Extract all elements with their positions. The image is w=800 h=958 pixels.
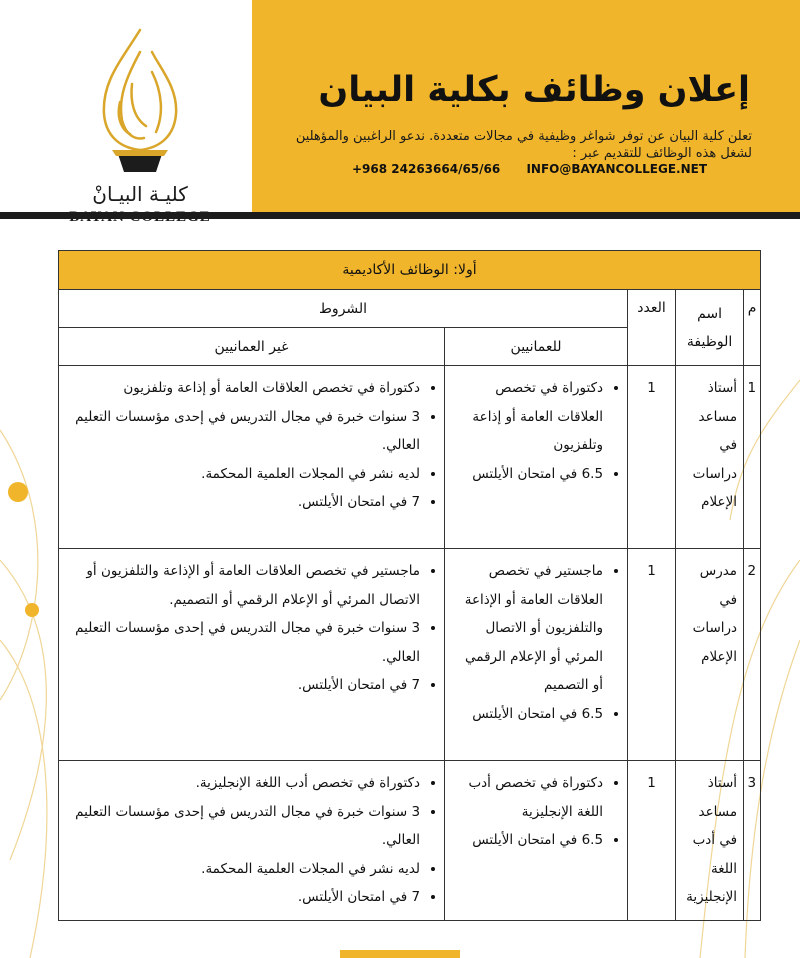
non-omani-conditions	[59, 761, 445, 921]
omani-conditions	[445, 549, 628, 761]
condition-item: • 3 سنوات خبرة في مجال التدريس في إحدى مؤسسات التعليم العالي.	[65, 403, 420, 460]
footer-tab	[340, 950, 460, 958]
job-count: 1	[628, 761, 676, 921]
condition-item: • 7 في امتحان الأيلتس.	[65, 883, 420, 912]
omani-conditions	[445, 366, 628, 549]
job-title: مدرس في دراسات الإعلام	[676, 549, 744, 761]
condition-item: • دكتوراة في تخصص العلاقات العامة أو إذاعة وتلفزيون	[451, 374, 603, 460]
condition-item: • 7 في امتحان الأيلتس.	[65, 488, 420, 517]
condition-item: • 3 سنوات خبرة في مجال التدريس في إحدى مؤسسات التعليم العالي.	[65, 798, 420, 855]
page-title: إعلان وظائف بكلية البيان	[318, 70, 750, 110]
contact-email: INFO@BAYANCOLLEGE.NET	[526, 162, 708, 176]
condition-item: • 3 سنوات خبرة في مجال التدريس في إحدى مؤسسات التعليم العالي.	[65, 614, 420, 671]
logo-english-text: BAYAN COLLEGE	[69, 209, 211, 225]
condition-item: • 6.5 في امتحان الأيلتس	[451, 826, 603, 855]
condition-item: • ماجستير في تخصص العلاقات العامة أو الإذاعة والتلفزيون أو الاتصال المرئي أو الإعلام الرقمي أو التصميم	[451, 557, 603, 700]
table-row	[59, 549, 761, 761]
header-index: م	[744, 290, 761, 366]
row-index: 3	[744, 761, 761, 921]
header-non-omani: غير العمانيين	[59, 328, 445, 366]
condition-item: • ماجستير في تخصص العلاقات العامة أو الإذاعة والتلفزيون أو الاتصال المرئي أو الإعلام الرقمي أو التصميم.	[65, 557, 420, 614]
omani-conditions	[445, 761, 628, 921]
condition-item: • 7 في امتحان الأيلتس.	[65, 671, 420, 700]
table-row	[59, 366, 761, 549]
table-row	[59, 761, 761, 921]
row-index: 2	[744, 549, 761, 761]
decor-dot	[25, 603, 39, 617]
jobs-table	[58, 250, 761, 921]
header-count: العدد	[628, 290, 676, 366]
non-omani-conditions	[59, 549, 445, 761]
contact-phone: +968 24263664/65/66	[352, 162, 501, 176]
header-job-name: اسم الوظيفة	[676, 290, 744, 366]
intro-text: تعلن كلية البيان عن توفر شواغر وظيفية في مجالات متعددة. ندعو الراغبين والمؤهلين لشغل هذه الوظائف للتقديم عبر :	[295, 129, 752, 161]
header-conditions: الشروط	[59, 290, 628, 328]
condition-item: • 6.5 في امتحان الأيلتس	[451, 460, 603, 489]
header-omani: للعمانيين	[445, 328, 628, 366]
non-omani-conditions	[59, 366, 445, 549]
job-count: 1	[628, 549, 676, 761]
job-title: أستاذ مساعد في أدب اللغة الإنجليزية	[676, 761, 744, 921]
condition-item: • 6.5 في امتحان الأيلتس	[451, 700, 603, 729]
row-index: 1	[744, 366, 761, 549]
college-logo	[60, 22, 220, 225]
job-title: أستاذ مساعد في دراسات الإعلام	[676, 366, 744, 549]
job-count: 1	[628, 366, 676, 549]
flame-lamp-icon	[60, 22, 220, 182]
contact-line	[352, 162, 729, 176]
condition-item: • دكتوراة في تخصص العلاقات العامة أو إذاعة وتلفزيون	[65, 374, 420, 403]
decor-dot	[8, 482, 28, 502]
condition-item: • دكتوراة في تخصص أدب اللغة الإنجليزية	[451, 769, 603, 826]
logo-arabic-text: كليـة البيـانْ	[92, 182, 188, 206]
condition-item: • دكتوراة في تخصص أدب اللغة الإنجليزية.	[65, 769, 420, 798]
condition-item: • لديه نشر في المجلات العلمية المحكمة.	[65, 855, 420, 884]
condition-item: • لديه نشر في المجلات العلمية المحكمة.	[65, 460, 420, 489]
section-title: أولا: الوظائف الأكاديمية	[59, 251, 761, 290]
